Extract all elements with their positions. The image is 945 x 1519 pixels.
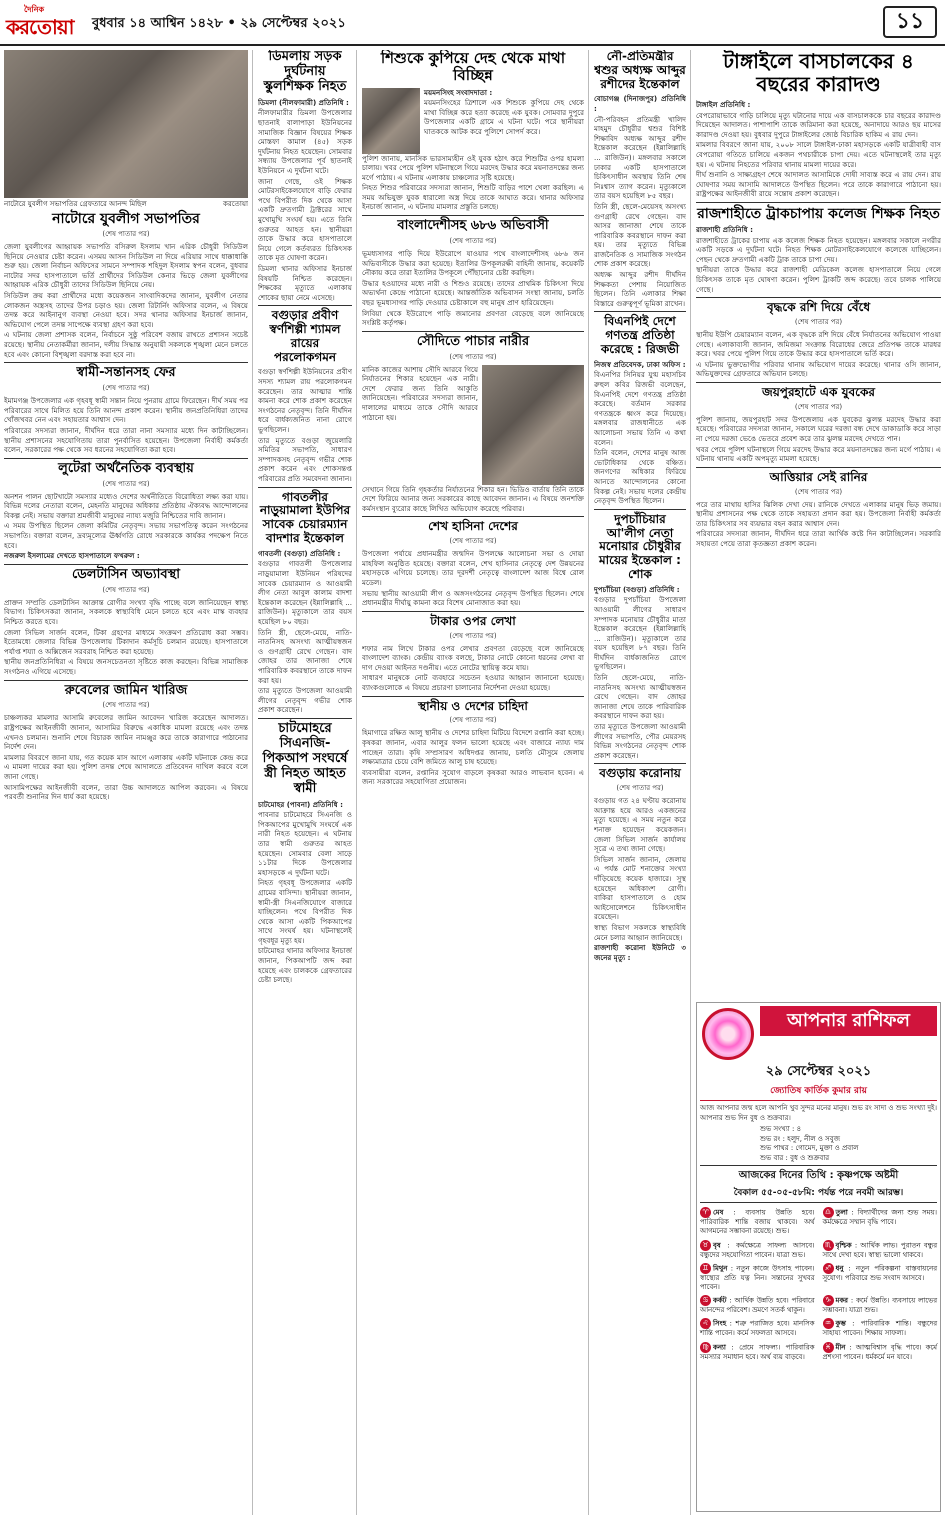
continued-note: (শেষ পাতার পর) <box>102 585 150 594</box>
news-photo <box>362 88 420 154</box>
paragraph: অধ্যক্ষ আব্দুর রশীদ দীর্ঘদিন শিক্ষকতা পেশায় নিয়োজিত ছিলেন। তিনি এলাকার শিক্ষা বিস্তারে গুরুত্বপূর্ণ ভূমিকা রাখেন। <box>594 270 686 308</box>
article-body <box>696 415 941 464</box>
continued-note: (শেষ পাতার পর) <box>616 784 664 793</box>
headline: বগুড়ায় করোনায় <box>599 766 681 781</box>
horoscope-intro: আজ আপনার জন্ম হলে আপনি খুব সুন্দর মনের মানুষ। শুভ রং সাদা ও শুভ সংখ্যা দুই। আপনার শুভ দিন বুধ ও শুক্রবার। <box>700 1104 937 1122</box>
dateline: টাঙ্গাইল প্রতিনিধি : <box>696 100 751 109</box>
kicker: রাজশাহী করোনা ইউনিটে ৩ জনের মৃত্যু : <box>594 943 686 962</box>
column-1 <box>4 50 248 1515</box>
photo-caption <box>4 200 248 209</box>
continued-note: (শেষ পাতার পর) <box>102 384 150 393</box>
zodiac-signs <box>700 1207 937 1365</box>
paragraph: স্থানীয়রা তাকে উদ্ধার করে রাজশাহী মেডিকেল কলেজ হাসপাতালে নিয়ে গেলে চিকিৎসক তাকে মৃত ঘোষণা করেন। পুলিশ ট্রাকটি জব্দ করেছে। তবে চালক পালিয়ে গেছে। <box>696 265 941 294</box>
continued-note: (শেষ পাতার পর) <box>449 352 497 361</box>
lucky-item: শুভ সংখ্যা : ৪ <box>760 1125 802 1134</box>
virgo-icon: ♍ <box>700 1342 711 1353</box>
column-3 <box>362 50 584 1515</box>
paragraph: পরিবারের সদস্যরা জানান, দীর্ঘদিন ধরে তারা আর্থিক কষ্টে দিন কাটাচ্ছিলেন। সরকারি সহায়তা পেয়ে তারা কৃতজ্ঞতা প্রকাশ করেন। <box>696 529 941 548</box>
zodiac-item: ♑ মকর : কর্মে উন্নতি। ব্যবসায়ে লাভের সম্ভাবনা। যাত্রা শুভ। <box>822 1296 937 1315</box>
paragraph: আসামিপক্ষের আইনজীবী বলেন, তারা উচ্চ আদালতে আপিল করবেন। এ বিষয়ে পরবর্তী শুনানির দিন ধার্য করা হয়েছে। <box>4 782 248 802</box>
paragraph: স্থানীয় জনপ্রতিনিধিরা এ বিষয়ে জনসচেতনতা সৃষ্টিতে কাজ করছেন। বিভিন্ন সামাজিক সংগঠনও এগিয়ে এসেছে। <box>4 657 248 676</box>
continued-note: (শেষ পাতার পর) <box>794 402 843 411</box>
masthead <box>0 0 945 46</box>
paragraph: বেপরোয়াভাবে গাড়ি চালিয়ে মৃত্যু ঘটানোর দায়ে এক বাসচালককে চার বছরের কারাদণ্ড দিয়েছেন আদালত। পাশাপাশি তাকে জরিমানা করা হয়েছে, অনাদায়ে আরও ছয় মাসের কারাদণ্ড দেওয়া হয়। বুধবার দুপুরে টাঙ্গাইলের জ্যেষ্ঠ বিচারিক হাকিম এ রায় দেন। <box>696 110 941 139</box>
headline: নাটোরে যুবলীগ সভাপতির <box>52 211 200 227</box>
paragraph: সেখানে গিয়ে তিনি গৃহকর্তার নির্যাতনের শিকার হন। ভিডিও বার্তায় তিনি তাকে দেশে ফিরিয়ে আনার জন্য সরকারের কাছে আবেদন জানান। এ বিষয়ে জনশক্তি কর্মসংস্থান ব্যুরোর কাছে লিখিত অভিযোগ করেছে পরিবার। <box>362 484 584 513</box>
dateline: গাবতলী (বগুড়া) প্রতিনিধি : <box>258 548 341 558</box>
paragraph: পরে তার মাথায় হাসির ঝিলিক দেখা দেয়। রানিকে দেখতে এলাকার মানুষ ভিড় জমায়। স্থানীয় প্রশাসনের পক্ষ থেকে তাকে সহায়তা প্রদান করা হয়। উপজেলা নির্বাহী কর্মকর্তা তার চিকিৎসার সব ব্যয়ভার বহন করার আশ্বাস দেন। <box>696 499 941 528</box>
continued-note: (শেষ পাতার পর) <box>449 237 497 245</box>
issue-date: বুধবার ১৪ আশ্বিন ১৪২৮ • ২৯ সেপ্টেম্বর ২০২১ <box>92 16 346 31</box>
paragraph: নৌ-পরিবহন প্রতিমন্ত্রী খালিদ মাহমুদ চৌধুরীর শ্বশুর বিশিষ্ট শিক্ষাবিদ অধ্যক্ষ আব্দুর রশীদ ইন্তেকাল করেছেন (ইন্নালিল্লাহি ... রাজিউন)। মঙ্গলবার সকালে ঢাকার একটি হাসপাতালে চিকিৎসাধীন অবস্থায় তিনি শেষ নিঃশ্বাস ত্যাগ করেন। মৃত্যুকালে তার বয়স হয়েছিল ৮৫ বছর। <box>594 114 686 201</box>
lead-headline: টাঙ্গাইলে বাসচালকের ৪ বছরের কারাদণ্ড <box>723 50 914 96</box>
news-photo <box>482 365 584 485</box>
article-body <box>4 242 248 359</box>
paragraph: মানিক কাজের আশায় সৌদি আরবে গিয়ে নির্যাতনের শিকার হয়েছেন এক নারী। দেশে ফেরার জন্য তিনি আকুতি জানিয়েছেন। পরিবারের সদস্যরা জানান, দালালের মাধ্যমে তাকে সৌদি আরবে পাঠানো হয়। <box>362 364 478 422</box>
zodiac-item: ♎ তুলা : বিদ্যার্থীদের জন্য শুভ সময়। কর্মক্ষেত্রে সম্মান বৃদ্ধি পাবে। <box>822 1208 938 1227</box>
headline: রুবেলের জামিন খারিজ <box>64 682 188 698</box>
column-divider <box>690 50 691 1515</box>
lucky-list <box>700 1125 937 1163</box>
column-2 <box>258 50 352 1515</box>
article-body <box>594 796 686 962</box>
paragraph: পরিবারের সদস্যরা জানান, দীর্ঘদিন ধরে তারা নানা সমস্যার মধ্যে দিন কাটাচ্ছিলেন। স্থানীয় প্রশাসনের সহযোগিতায় তারা পুনর্বাসিত হয়েছেন। উপজেলা নির্বাহী কর্মকর্তা বলেন, সরকারের পক্ষ থেকে সব ধরনের সহযোগিতা করা হবে। <box>4 425 248 455</box>
logo-prefix: দৈনিক <box>24 5 45 14</box>
headline: গাবতলীর নাড়ুয়ামালা ইউপির সাবেক চেয়ারম্যান বাদশার ইন্তেকাল <box>259 489 351 545</box>
paragraph: মামলার বিবরণে জানা যায়, গত কয়েক মাস আগে এলাকায় একটি ঘটনাকে কেন্দ্র করে এ মামলা দায়ের করা হয়। পুলিশ তদন্ত শেষে আদালতে প্রতিবেদন দাখিল করবে বলে জানা গেছে। <box>4 752 248 781</box>
paragraph: দীর্ঘ শুনানি ও সাক্ষ্যগ্রহণ শেষে আদালত আসামিকে দোষী সাব্যস্ত করে এ রায় দেন। রায় ঘোষণার সময় আসামি আদালতে উপস্থিত ছিলেন। পরে তাকে কারাগারে পাঠানো হয়। রাষ্ট্রপক্ষের আইনজীবী রায়ে সন্তোষ প্রকাশ করেছেন। <box>696 170 941 199</box>
paragraph: রাজশাহীতে ট্রাকের চাপায় এক কলেজ শিক্ষক নিহত হয়েছেন। মঙ্গলবার সকালে নগরীর একটি সড়কে এ দুর্ঘটনা ঘটে। নিহত শিক্ষক মোটরসাইকেলযোগে কলেজে যাচ্ছিলেন। পেছন থেকে দ্রুতগামী একটি ট্রাক তাকে চাপা দেয়। <box>696 235 941 264</box>
zodiac-item: ♍ কন্যা : প্রেমে সাফল্য। পারিবারিক সমস্যার সমাধান হবে। অর্থ ব্যয় বাড়বে। <box>700 1342 815 1361</box>
article-body <box>4 396 248 455</box>
horoscope-title: আপনার রাশিফল <box>760 1006 937 1036</box>
leo-icon: ♌ <box>700 1318 711 1329</box>
headline: শেখ হাসিনা দেশের <box>428 519 518 534</box>
article-body <box>258 98 352 302</box>
paragraph: তার মৃত্যুতে বগুড়া জুয়েলারি সমিতির সভাপতি, সাধারণ সম্পাদকসহ নেতৃবৃন্দ গভীর শোক প্রকাশ করেন এবং শোকসন্তপ্ত পরিবারের প্রতি সমবেদনা জানান। <box>258 435 352 483</box>
article-body <box>362 365 478 485</box>
zodiac-item: ♓ মীন : আত্মবিশ্বাস বৃদ্ধি পাবে। কর্মে প্রশংসা পাবেন। ধর্মকর্মে মন যাবে। <box>822 1342 938 1361</box>
aries-icon: ♈ <box>700 1207 711 1218</box>
article-body <box>594 360 686 506</box>
article-body <box>696 330 941 379</box>
paragraph: উপজেলা পর্যায়ে প্রধানমন্ত্রীর জন্মদিন উপলক্ষে আলোচনা সভা ও দোয়া মাহফিল অনুষ্ঠিত হয়েছে। বক্তারা বলেন, শেখ হাসিনার নেতৃত্বে দেশ উন্নয়নের মহাসড়কে এগিয়ে চলেছে। তার দূরদর্শী নেতৃত্বে বাংলাদেশ আজ বিশ্বে রোল মডেল। <box>362 549 584 588</box>
article-body <box>696 225 941 294</box>
horoscope-author: জ্যোতিষ কার্তিক কুমার রায় <box>700 1083 937 1101</box>
kicker: নজরুল ইসলামের দেখতে হাসপাতালে ফখরুল : <box>4 551 140 561</box>
lucky-item: শুভ রং : হলুদ, নীল ও সবুজ <box>760 1134 840 1143</box>
paragraph: সিভিল সার্জন জানান, জেলায় এ পর্যন্ত মোট শনাক্তের সংখ্যা দাঁড়িয়েছে কয়েক হাজারে। সুস্থ হয়েছেন অধিকাংশ রোগী। বাকিরা হাসপাতালে ও হোম আইসোলেশনে চিকিৎসাধীন রয়েছেন। <box>594 854 686 922</box>
continued-note: (শেষ পাতার পর) <box>449 537 497 546</box>
paragraph: বগুড়ায় গত ২৪ ঘণ্টায় করোনায় আক্রান্ত হয়ে আরও একজনের মৃত্যু হয়েছে। এ সময় নতুন করে শনাক্ত হয়েছেন কয়েকজন। জেলা সিভিল সার্জন কার্যালয় সূত্রে এ তথ্য জানা গেছে। <box>594 796 686 854</box>
headline: নৌ-প্রতিমন্ত্রীর শ্বশুর অধ্যক্ষ আব্দুর রশীদের ইন্তেকাল <box>594 50 686 91</box>
article-body <box>362 549 584 608</box>
paragraph: বগুড়ার গাবতলী উপজেলার নাড়ুয়ামালা ইউনিয়ন পরিষদের সাবেক চেয়ারম্যান ও আওয়ামী লীগ নেতা আবুল কালাম বাদশা ইন্তেকাল করেছেন (ইন্নালিল্লাহি ... রাজিউন)। মৃত্যুকালে তার বয়স হয়েছিল ৮০ বছর। <box>258 559 352 626</box>
article-body <box>4 713 248 801</box>
paragraph: সাধারণ মানুষকে নোট ব্যবহারে সচেতন হওয়ার আহ্বান জানানো হয়েছে। ব্যাংকগুলোকে এ বিষয়ে প্রচারণা চালানোর নির্দেশনা দেওয়া হয়েছে। <box>362 673 584 692</box>
article-body <box>4 598 248 677</box>
zodiac-item: ♏ বৃশ্চিক : আর্থিক লাভ। পুরাতন বন্ধুর সাথে দেখা হবে। স্বাস্থ্য ভালো থাকবে। <box>822 1240 937 1259</box>
column-divider <box>356 50 357 1515</box>
paragraph: জেলা যুবলীগের আহ্বায়ক সভাপতি বসিরুল ইসলাম খান এরিক চৌধুরী সিডিউল ছিনিয়ে নেওয়ার চেষ্টা করেন। এসময় আসন সিডিউল না দিয়ে এরিয়ার সাথে ধাক্কাধাক্কি শুরু হয়। জেলা নির্বাচন অফিসের সামনে সম্পাদক শহিদুল ইসলাম স্বপন বলেন, বুধবার নাটোর সদর হাসপাতালে ভর্তি প্রার্থীদের সিডিউল কেনার ভিড়ে জেলা যুবলীগের আহ্বায়ক এরিক চৌধুরী তাদের সিডিউল ছিনিয়ে নেয়। <box>4 242 248 290</box>
column-5 <box>696 50 941 1515</box>
zodiac-item: ♉ বৃষ : কর্মক্ষেত্রে সাফল্য আসবে। বন্ধুদের সহযোগিতা পাবেন। যাত্রা শুভ। <box>700 1240 815 1259</box>
article-body <box>258 549 352 715</box>
horoscope-box <box>696 1002 941 1512</box>
lucky-item: শুভ পাথর : গোমেদ, মুক্তা ও প্রবাল <box>760 1144 859 1153</box>
column-4 <box>594 50 686 1515</box>
paragraph: বিএনপির সিনিয়র যুগ্ম মহাসচিব রুহুল কবির রিজভী বলেছেন, বিএনপিই দেশে গণতন্ত্র প্রতিষ্ঠা করেছে। বর্তমান সরকার গণতন্ত্রকে ধ্বংস করে দিয়েছে। মঙ্গলবার রাজধানীতে এক আলোচনা সভায় তিনি এ কথা বলেন। <box>594 370 686 447</box>
newspaper-logo <box>4 4 82 42</box>
gemini-icon: ♊ <box>700 1263 711 1274</box>
paragraph: এ ঘটনায় জেলা প্রশাসক বলেন, নির্বাচনে সুষ্ঠু পরিবেশ বজায় রাখতে প্রশাসন সচেষ্ট রয়েছে। স্থানীয় নেতাকর্মীরা জানান, দলীয় সিদ্ধান্ত অনুযায়ী সকলকে শৃঙ্খলা মেনে চলতে হবে এবং কোনো বিশৃঙ্খলা বরদাস্ত করা হবে না। <box>4 330 248 359</box>
logo-name: করতোয়া <box>6 15 74 39</box>
paragraph: চাটমোহর থানার অফিসার ইনচার্জ জানান, পিকআপটি জব্দ করা হয়েছে এবং চালককে গ্রেফতারের চেষ্টা চলছে। <box>258 946 352 985</box>
pisces-icon: ♓ <box>823 1342 834 1353</box>
article-body <box>4 492 248 561</box>
continued-note: (শেষ পাতার পর) <box>794 487 843 496</box>
paragraph: তিনি বলেন, দেশের মানুষ আজ ভোটাধিকার থেকে বঞ্চিত। জনগণের অধিকার ফিরিয়ে আনতে আন্দোলনের কোনো বিকল্প নেই। সভায় দলের কেন্দ্রীয় নেতৃবৃন্দ উপস্থিত ছিলেন। <box>594 448 686 506</box>
libra-icon: ♎ <box>823 1207 834 1218</box>
article-body <box>362 249 584 328</box>
headline: টাকার ওপর লেখা <box>430 613 516 628</box>
paragraph: পাবনার চাটমোহরে সিএনজি ও পিকআপের মুখোমুখি সংঘর্ষে এক নারী নিহত হয়েছেন। এ ঘটনায় তার স্বামী গুরুতর আহত হয়েছেন। সোমবার বেলা সাড়ে ১১টার দিকে উপজেলার মহাসড়কে এ দুর্ঘটনা ঘটে। <box>258 810 352 877</box>
aquarius-icon: ♒ <box>823 1318 834 1329</box>
paragraph: মামলার বিবরণে জানা যায়, ২০০৮ সালে টাঙ্গাইল-ঢাকা মহাসড়কে একটি যাত্রীবাহী বাস বেপরোয়া গতিতে চালিয়ে একজন পথচারীকে চাপা দেয়। এতে ঘটনাস্থলেই তার মৃত্যু হয়। এ ঘটনায় নিহতের পরিবার থানায় মামলা দায়ের করে। <box>696 140 941 169</box>
caption-text: নাটোরে যুবলীগ সভাপতির গ্রেফতারে আনন্দ মিছিল <box>4 200 147 208</box>
paragraph: চাঞ্চল্যকর মামলার আসামি রুবেলের জামিন আবেদন খারিজ করেছেন আদালত। রাষ্ট্রপক্ষের আইনজীবী জানান, আসামির বিরুদ্ধে একাধিক মামলা রয়েছে এবং তদন্ত এখনও চলমান। শুনানি শেষে বিচারক জামিন নামঞ্জুর করে তাকে কারাগারে পাঠানোর নির্দেশ দেন। <box>4 713 248 752</box>
paragraph: অনশন পালন ছোটখাটো সমস্যার মধ্যেও দেশের অর্থনীতিতে বিরোধিতা লক্ষ্য করা যায়। বিভিন্ন দলের নেতারা বলেন, মেহনতি মানুষের অধিকার প্রতিষ্ঠায় ঐক্যবদ্ধ আন্দোলনের বিকল্প নেই। সভায় বক্তারা শ্রমজীবী মানুষের ন্যায্য মজুরি নিশ্চিতের দাবি জানান। <box>4 491 248 520</box>
headline: লুটেরা অর্থনৈতিক ব্যবস্থায় <box>58 460 194 476</box>
headline: আত্তিয়ার সেই রানির <box>769 469 868 484</box>
headline: স্থানীয় ও দেশের চাহিদা <box>418 698 528 713</box>
headline: বিএনপিই দেশে গণতন্ত্র প্রতিষ্ঠা করেছে : রিজভী <box>600 314 680 357</box>
headline: সৌদিতে পাচার নারীর <box>416 333 530 349</box>
paragraph: স্থানীয় ইউপি চেয়ারম্যান বলেন, এক বৃদ্ধকে রশি দিয়ে বেঁধে নির্যাতনের অভিযোগ পাওয়া গেছে। এলাকাবাসী জানান, জমিজমা সংক্রান্ত বিরোধের জেরে প্রতিপক্ষ তাকে মারধর করে। খবর পেয়ে পুলিশ গিয়ে তাকে উদ্ধার করে হাসপাতালে ভর্তি করে। <box>696 329 941 359</box>
paragraph: তার মৃত্যুতে উপজেলা আওয়ামী লীগের নেতৃবৃন্দ গভীর শোক প্রকাশ করেছেন। <box>258 686 352 715</box>
paragraph: হিমাগারে রক্ষিত আলু স্থানীয় ও দেশের চাহিদা মিটিয়ে বিদেশে রপ্তানি করা হচ্ছে। কৃষকরা জানান, এবার আলুর ফলন ভালো হয়েছে এবং বাজারে ন্যায্য দাম পাচ্ছেন তারা। কৃষি সম্প্রসারণ অধিদপ্তর জানায়, চলতি মৌসুমে জেলায় লক্ষ্যমাত্রার চেয়ে বেশি জমিতে আলু চাষ হয়েছে। <box>362 728 584 767</box>
article-body <box>362 728 584 787</box>
article-body <box>362 644 584 693</box>
paragraph: পুলিশ জানায়, মানসিক ভারসাম্যহীন ওই যুবক হঠাৎ করে শিশুটির ওপর হামলা চালায়। খবর পেয়ে পুলিশ ঘটনাস্থলে গিয়ে মরদেহ উদ্ধার করে ময়নাতদন্তের জন্য মর্গে পাঠায়। এ ঘটনায় এলাকায় চাঞ্চল্যের সৃষ্টি হয়েছে। <box>362 153 584 182</box>
paragraph: তিনি ছেলে-মেয়ে, নাতি-নাতনিসহ অসংখ্য আত্মীয়স্বজন রেখে গেছেন। বাদ জোহর জানাজা শেষে তাকে পারিবারিক কবরস্থানে দাফন করা হয়। <box>594 673 686 721</box>
article-body <box>696 100 941 199</box>
paragraph: খবর পেয়ে পুলিশ ঘটনাস্থলে গিয়ে মরদেহ উদ্ধার করে ময়নাতদন্তের জন্য মর্গে পাঠায়। এ ঘটনায় থানায় একটি অপমৃত্যু মামলা হয়েছে। <box>696 444 941 464</box>
article-body <box>594 94 686 308</box>
headline: ডিমলায় সড়ক দুর্ঘটনায় স্কুলশিক্ষক নিহত <box>263 50 347 94</box>
paragraph: বগুড়া স্বর্ণশিল্পী ইউনিয়নের প্রবীণ সদস্য শ্যামল রায় পরলোকগমন করেছেন। তার আত্মার শান্তি কামনা করে শোক প্রকাশ করেছেন সংগঠনের নেতৃবৃন্দ। তিনি দীর্ঘদিন ধরে বার্ধক্যজনিত নানা রোগে ভুগছিলেন। <box>258 367 352 435</box>
sagittarius-icon: ♐ <box>823 1263 834 1274</box>
paragraph: লিবিয়া থেকে ইউরোপে পাড়ি জমানোর প্রবণতা বেড়েছে বলে জানিয়েছে সংশ্লিষ্ট কর্তৃপক্ষ। <box>362 308 584 328</box>
zodiac-wheel-icon <box>702 1008 754 1060</box>
headline: শিশুকে কুপিয়ে দেহ থেকে মাথা বিচ্ছিন্ন <box>380 50 566 85</box>
paragraph: ময়মনসিংহের ত্রিশালে এক শিশুকে কুপিয়ে দেহ থেকে মাথা বিচ্ছিন্ন করে হত্যা করেছে এক যুবক। সোমবার দুপুরে উপজেলার একটি গ্রামে এ ঘটনা ঘটে। পরে স্থানীয়রা ঘাতককে আটক করে পুলিশে সোপর্দ করে। <box>424 98 584 136</box>
paragraph: তিনি স্ত্রী, ছেলে-মেয়েসহ অসংখ্য গুণগ্রাহী রেখে গেছেন। বাদ আসর জানাজা শেষে তাকে পারিবারিক কবরস্থানে দাফন করা হয়। তার মৃত্যুতে বিভিন্ন রাজনৈতিক ও সামাজিক সংগঠন শোক প্রকাশ করেছে। <box>594 201 686 269</box>
paragraph: তিনি স্ত্রী, ছেলে-মেয়ে, নাতি-নাতনিসহ অসংখ্য আত্মীয়স্বজন ও গুণগ্রাহী রেখে গেছেন। বাদ জোহর তার জানাজা শেষে পারিবারিক কবরস্থানে তাকে দাফন করা হয়। <box>258 627 352 685</box>
horoscope-date: ২৯ সেপ্টেম্বর ২০২১ <box>765 1064 872 1079</box>
article-body <box>362 154 584 213</box>
paragraph: ডিমলা থানার অফিসার ইনচার্জ বিষয়টি নিশ্চিত করেছেন। শিক্ষকের মৃত্যুতে এলাকায় শোকের ছায়া নেমে এসেছে। <box>258 263 352 302</box>
zodiac-item: ♐ ধনু : নতুন পরিকল্পনা বাস্তবায়নের সুযোগ। পরিবারে শুভ সংবাদ আসবে। <box>822 1263 938 1282</box>
dateline: চাটমোহর (পাবনা) প্রতিনিধি : <box>258 799 343 809</box>
headline: চাটমোহরে সিএনজি-পিকআপ সংঘর্ষে স্ত্রী নিহত আহত স্বামী <box>262 720 348 796</box>
continued-note: (শেষ পাতার পর) <box>449 716 497 725</box>
paragraph: ভূমধ্যসাগর পাড়ি দিয়ে ইউরোপে যাওয়ার পথে বাংলাদেশীসহ ৬৮৬ জন অভিবাসীকে উদ্ধার করা হয়েছে। ইতালির উপকূলরক্ষী বাহিনী জানায়, কয়েকটি নৌকায় করে তারা ইতালির উপকূলে পৌঁছানোর চেষ্টা করছিল। <box>362 249 584 278</box>
capricorn-icon: ♑ <box>823 1295 834 1306</box>
continued-note: (শেষ পাতার পর) <box>449 631 497 640</box>
headline: জয়পুরহাটে এক যুবকের <box>762 384 875 399</box>
dateline: রাজশাহী প্রতিনিধি : <box>696 225 754 235</box>
headline: বাংলাদেশীসহ ৬৮৬ অভিবাসী <box>397 218 549 234</box>
headline: ডেলটাসিন অভ্যাবস্থা <box>71 566 181 582</box>
paragraph: শফার নাম লিখে টাকার ওপর লেখার প্রবণতা বেড়েছে বলে জানিয়েছে বাংলাদেশ ব্যাংক। কেন্দ্রীয় ব্যাংক বলছে, টাকার নোটে কোনো ধরনের লেখা বা দাগ দেওয়া আইনত দণ্ডনীয়। এতে নোটের স্থায়িত্ব কমে যায়। <box>362 643 584 672</box>
taurus-icon: ♉ <box>700 1240 711 1251</box>
paragraph: নিহত শিশুর পরিবারের সদস্যরা জানান, শিশুটি বাড়ির পাশে খেলা করছিল। এ সময় অভিযুক্ত যুবক ধারালো অস্ত্র দিয়ে তাকে আঘাত করে। থানার অফিসার ইনচার্জ জানান, এ ঘটনায় মামলার প্রস্তুতি চলছে। <box>362 183 584 212</box>
paragraph: তার মৃত্যুতে উপজেলা আওয়ামী লীগের সভাপতি, পৌর মেয়রসহ বিভিন্ন সংগঠনের নেতৃবৃন্দ শোক প্রকাশ করেছেন। <box>594 722 686 760</box>
paragraph: সিডিউল ক্রয় করা প্রার্থীদের মধ্যে কয়েকজন সাংবাদিকদের জানান, যুবলীগ নেতার লোকজন অস্ত্রসহ তাদের উপর চড়াও হয়। জেলা রিটার্নিং অফিসার বলেন, এ বিষয়ে তদন্ত করে আইনানুগ ব্যবস্থা নেওয়া হবে। সদর থানার অফিসার ইনচার্জ জানান, অভিযোগ পেলে তদন্ত সাপেক্ষে ব্যবস্থা গ্রহণ করা হবে। <box>4 291 248 329</box>
zodiac-item: ♒ কুম্ভ : পারিবারিক শান্তি। বন্ধুদের সাহায্য পাবেন। শিক্ষায় সাফল্য। <box>822 1319 938 1338</box>
paragraph: এ ঘটনায় ভুক্তভোগীর পরিবার থানায় অভিযোগ দায়ের করেছে। থানার ওসি জানান, অভিযুক্তদের গ্রেফতারে অভিযান চলছে। <box>696 359 941 379</box>
lucky-item: শুভ বার : বুধ ও শুক্রবার <box>760 1153 830 1162</box>
headline: দুপচাঁচিয়ার আ'লীগ নেতা মনোয়ার চৌধুরীর মায়ের ইন্তেকাল : শোক <box>599 511 681 581</box>
article-body <box>258 367 352 483</box>
paragraph: নীলফামারীর ডিমলা উপজেলার ছাতনাই বালাপাড়া ইউনিয়নের সামাজিক বিজ্ঞান বিষয়ের শিক্ষক মোস্তফা কামাল (৪৫) সড়ক দুর্ঘটনায় নিহত হয়েছেন। সোমবার সন্ধ্যায় উপজেলার পূর্ব ছাতনাই ইউনিয়নে এ দুর্ঘটনা ঘটে। <box>258 108 352 175</box>
caption-credit: করতোয়া <box>223 200 248 208</box>
dateline: দুপচাঁচিয়া (বগুড়া) প্রতিনিধি : <box>594 584 680 594</box>
tithi-time: বৈকাল ৫৫-০৫-৫৮মি: পর্যন্ত পরে নবমী আরম্ভ। <box>700 1185 937 1203</box>
zodiac-item: ♌ সিংহ : শত্রু পরাজিত হবে। মানসিক শান্তি পাবেন। কর্মে সফলতা আসবে। <box>700 1319 815 1338</box>
article-body <box>424 88 584 154</box>
article-body <box>696 500 941 549</box>
scorpio-icon: ♏ <box>823 1240 834 1251</box>
column-divider <box>252 50 253 1515</box>
headline: রাজশাহীতে ট্রাকচাপায় কলেজ শিক্ষক নিহত <box>697 205 940 222</box>
article-body <box>594 585 686 761</box>
paragraph: প্রাক্তন সম্প্রতি ডেলটাসিন আক্রান্ত রোগীর সংখ্যা বৃদ্ধি পাচ্ছে বলে জানিয়েছেন স্বাস্থ্য বিভাগ। চিকিৎসকরা জানান, সকলকে স্বাস্থ্যবিধি মেনে চলতে হবে এবং মাস্ক ব্যবহার নিশ্চিত করতে হবে। <box>4 597 248 626</box>
continued-note: (শেষ পাতার পর) <box>102 479 150 488</box>
paragraph: এ সময় উপস্থিত ছিলেন জেলা কমিটির নেতৃবৃন্দ। সভায় সভাপতিত্ব করেন সংগঠনের সভাপতি। বক্তারা বলেন, দ্রব্যমূল্যের ঊর্ধ্বগতি রোধে সরকারকে কার্যকর পদক্ষেপ নিতে হবে। <box>4 521 248 550</box>
news-photo <box>4 50 248 198</box>
paragraph: ইমামগঞ্জ উপজেলার এক গৃহবধূ স্বামী সন্তান নিয়ে পুনরায় গ্রামে ফিরেছেন। দীর্ঘ সময় পর পরিবারের সাথে মিলিত হয়ে তিনি আনন্দ প্রকাশ করেন। স্থানীয় জনপ্রতিনিধিরা তাদের খোঁজখবর নেন এবং সহায়তার আশ্বাস দেন। <box>4 396 248 425</box>
continued-note: (শেষ পাতার পর) <box>102 230 150 239</box>
paragraph: ব্যবসায়ীরা বলেন, রপ্তানির সুযোগ বাড়লে কৃষকরা আরও লাভবান হবেন। এ জন্য সরকারের সহযোগিতা প্রয়োজন। <box>362 767 584 787</box>
paragraph: নিহত গৃহবধূ উপজেলার একটি গ্রামের বাসিন্দা। স্থানীয়রা জানান, স্বামী-স্ত্রী সিএনজিযোগে বাজারে যাচ্ছিলেন। পথে বিপরীত দিক থেকে আসা একটি পিকআপের সাথে সংঘর্ষ হয়। ঘটনাস্থলেই গৃহবধূর মৃত্যু হয়। <box>258 878 352 945</box>
zodiac-item: ♊ মিথুন : নতুন কাজে উৎসাহ পাবেন। স্বাস্থ্যের প্রতি যত্ন নিন। সন্তানের সুখবর পাবেন। <box>700 1263 815 1291</box>
paragraph: সভায় স্থানীয় আওয়ামী লীগ ও অঙ্গসংগঠনের নেতৃবৃন্দ উপস্থিত ছিলেন। শেষে প্রধানমন্ত্রীর দীর্ঘায়ু কামনা করে বিশেষ মোনাজাত করা হয়। <box>362 588 584 608</box>
dateline: বোচাগঞ্জ (দিনাজপুর) প্রতিনিধি : <box>594 94 686 113</box>
page-number: ১১ <box>883 6 937 38</box>
continued-note: (শেষ পাতার পর) <box>794 317 843 326</box>
headline: বগুড়ার প্রবীণ স্বর্ণশিল্পী শ্যামল রায়ের পরলোকগমন <box>269 308 341 364</box>
column-divider <box>588 50 589 1515</box>
paragraph: জেলা সিভিল সার্জন বলেন, টিকা গ্রহণের মাধ্যমে সংক্রমণ প্রতিরোধ করা সম্ভব। ইতোমধ্যে জেলার বিভিন্ন উপজেলায় টিকাদান কর্মসূচি চলমান রয়েছে। হাসপাতালে পর্যাপ্ত শয্যা ও অক্সিজেন সরবরাহ নিশ্চিত করা হয়েছে। <box>4 627 248 656</box>
headline: বৃদ্ধকে রশি দিয়ে বেঁধে <box>766 300 871 315</box>
dateline: ডিমলা (নীলফামারী) প্রতিনিধি : <box>258 97 349 107</box>
dateline: ময়মনসিংহ সংবাদদাতা : <box>424 87 493 97</box>
paragraph: স্বাস্থ্য বিভাগ সকলকে স্বাস্থ্যবিধি মেনে চলার আহ্বান জানিয়েছে। <box>594 922 686 942</box>
continued-note: (শেষ পাতার পর) <box>102 701 150 710</box>
paragraph: উদ্ধার হওয়াদের মধ্যে নারী ও শিশুও রয়েছে। তাদের প্রাথমিক চিকিৎসা দিয়ে অভ্যর্থনা কেন্দ্রে পাঠানো হয়েছে। আন্তর্জাতিক অভিবাসন সংস্থা জানায়, চলতি বছর ভূমধ্যসাগর পাড়ি দেওয়ার চেষ্টাকালে বহু মানুষ প্রাণ হারিয়েছেন। <box>362 278 584 307</box>
cancer-icon: ♋ <box>700 1295 711 1306</box>
tithi-line: আজকের দিনের তিথি : কৃষ্ণপক্ষে অষ্টমী <box>700 1165 937 1185</box>
paragraph: বগুড়ার দুপচাঁচিয়া উপজেলা আওয়ামী লীগের সাধারণ সম্পাদক মনোয়ার চৌধুরীর মাতা ইন্তেকাল করেছেন (ইন্নালিল্লাহি ... রাজিউন)। মৃত্যুকালে তার বয়স হয়েছিল ৮৭ বছর। তিনি দীর্ঘদিন বার্ধক্যজনিত রোগে ভুগছিলেন। <box>594 595 686 672</box>
zodiac-item: ♋ কর্কট : আর্থিক উন্নতি হবে। পরিবারে আনন্দের পরিবেশ। ভ্রমণে সতর্ক থাকুন। <box>700 1296 815 1315</box>
paragraph: পুলিশ জানায়, জয়পুরহাট সদর উপজেলায় এক যুবকের ঝুলন্ত মরদেহ উদ্ধার করা হয়েছে। পরিবারের সদস্যরা জানান, সকালে ঘরের দরজা বন্ধ দেখে ডাকাডাকি করে সাড়া না পেয়ে দরজা ভেঙে ভেতরে প্রবেশ করে তার ঝুলন্ত মরদেহ দেখতে পান। <box>696 414 941 443</box>
headline: স্বামী-সন্তানসহ ফের <box>76 365 176 381</box>
article-body <box>362 485 584 514</box>
paragraph: জানা গেছে, ওই শিক্ষক মোটরসাইকেলযোগে বাড়ি ফেরার পথে বিপরীত দিক থেকে আসা একটি দ্রুতগামী ট্রাক্টরের সাথে মুখোমুখি সংঘর্ষ হয়। এতে তিনি গুরুতর আহত হন। স্থানীয়রা তাকে উদ্ধার করে হাসপাতালে নিয়ে গেলে কর্তব্যরত চিকিৎসক তাকে মৃত ঘোষণা করেন। <box>258 176 352 263</box>
article-body <box>258 800 352 985</box>
zodiac-item: ♈ মেষ : ব্যবসায় উন্নতি হবে। পারিবারিক শান্তি বজায় থাকবে। অর্থ আগমনের সম্ভাবনা রয়েছে। শুভ। <box>700 1208 815 1236</box>
dateline: নিজস্ব প্রতিবেদক, ঢাকা অফিস : <box>594 359 686 369</box>
